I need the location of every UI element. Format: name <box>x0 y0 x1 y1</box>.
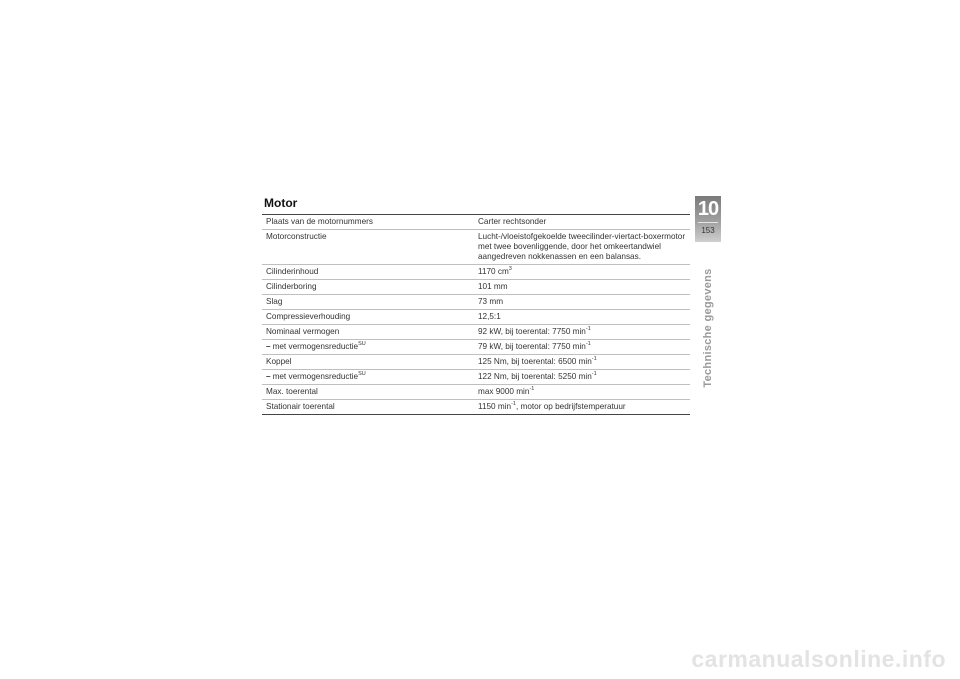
superscript: SU <box>358 371 366 377</box>
section-label: Technische gegevens <box>702 268 714 388</box>
spec-label: Slag <box>262 295 474 310</box>
spec-value: 1150 $\min^{-1}$, motor op bedrijfstemperatuur <box>474 400 690 415</box>
table-row <box>262 230 690 265</box>
spec-value: 12,5:1 <box>474 310 690 325</box>
engine-spec-table <box>262 214 690 415</box>
spec-label: Koppel <box>262 355 474 370</box>
spec-label: Plaats van de motornummers <box>262 215 474 230</box>
spec-value: Carter rechtsonder <box>474 215 690 230</box>
table-row <box>262 310 690 325</box>
superscript: -1 <box>529 386 535 392</box>
spec-value: 1170 $cm^3$ <box>474 265 690 280</box>
table-row <box>262 295 690 310</box>
table-row <box>262 370 690 385</box>
spec-value: 125 Nm, bij toerental: 6500 $\min^{-1}$ <box>474 355 690 370</box>
spec-value: 122 Nm, bij toerental: 5250 $\min^{-1}$ <box>474 370 690 385</box>
spec-label: Stationair toerental <box>262 400 474 415</box>
superscript: -1 <box>591 356 597 362</box>
table-row <box>262 325 690 340</box>
superscript: -1 <box>591 371 597 377</box>
table-row <box>262 215 690 230</box>
spec-value: 101 mm <box>474 280 690 295</box>
spec-label: Cilinderboring <box>262 280 474 295</box>
spec-label: – met vermogensreductie$^{SU}$ <box>262 340 474 355</box>
table-row <box>262 385 690 400</box>
dash-bullet: – <box>266 342 271 351</box>
table-row <box>262 340 690 355</box>
table-row <box>262 280 690 295</box>
spec-value: 73 mm <box>474 295 690 310</box>
spec-value: 79 kW, bij toerental: 7750 $\min^{-1}$ <box>474 340 690 355</box>
table-row <box>262 400 690 415</box>
tab-divider <box>698 222 718 223</box>
spec-label: – met vermogensreductie$^{SU}$ <box>262 370 474 385</box>
page-number: 153 <box>701 226 715 235</box>
chapter-number: 10 <box>697 198 719 220</box>
page-title: Motor <box>264 196 298 210</box>
spec-label: Cilinderinhoud <box>262 265 474 280</box>
superscript: -1 <box>585 341 591 347</box>
spec-label: Max. toerental <box>262 385 474 400</box>
chapter-tab <box>695 196 721 242</box>
spec-value: Lucht-/vloeistofgekoelde tweecilinder-viertact-boxermotor met twee bovenliggende, door het omkeertandwiel aangedreven nokkenassen en een balansas. <box>474 230 690 265</box>
superscript: 3 <box>508 266 512 272</box>
spec-label: Nominaal vermogen <box>262 325 474 340</box>
spec-value: max 9000 $\min^{-1}$ <box>474 385 690 400</box>
spec-label: Motorconstructie <box>262 230 474 265</box>
dash-bullet: – <box>266 372 271 381</box>
superscript: -1 <box>511 401 516 407</box>
spec-label: Compressieverhouding <box>262 310 474 325</box>
watermark: carmanualsonline.info <box>691 646 946 672</box>
spec-value: 92 kW, bij toerental: 7750 $\min^{-1}$ <box>474 325 690 340</box>
superscript: -1 <box>585 326 591 332</box>
table-row <box>262 265 690 280</box>
table-row <box>262 355 690 370</box>
superscript: SU <box>358 341 366 347</box>
